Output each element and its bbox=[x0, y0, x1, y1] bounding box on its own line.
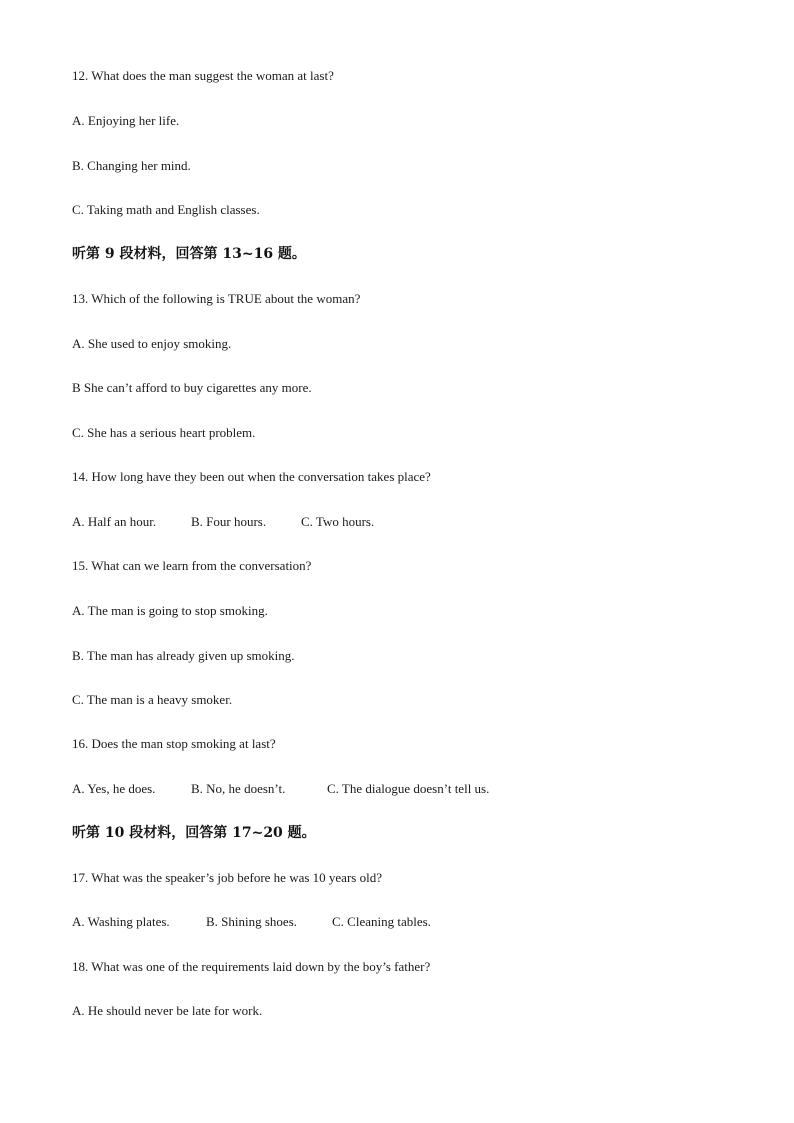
question-16: 16. Does the man stop smoking at last? bbox=[72, 736, 276, 751]
question-15-option-c: C. The man is a heavy smoker. bbox=[72, 692, 233, 707]
question-12-option-a: A. Enjoying her life. bbox=[72, 113, 180, 128]
question-12-option-c: C. Taking math and English classes. bbox=[72, 202, 260, 217]
question-14-options bbox=[72, 514, 374, 530]
question-13: 13. Which of the following is TRUE about the woman? bbox=[72, 291, 361, 306]
question-16-option-b: B. No, he doesn’t. bbox=[191, 781, 286, 796]
question-17-option-c: C. Cleaning tables. bbox=[332, 914, 431, 929]
question-13-option-a: A. She used to enjoy smoking. bbox=[72, 336, 232, 351]
question-17: 17. What was the speaker’s job before he was 10 years old? bbox=[72, 870, 382, 885]
section-9-heading: 听第 9 段材料，回答第 13~16 题。 bbox=[72, 246, 306, 262]
question-14-option-b: B. Four hours. bbox=[191, 514, 267, 529]
question-13-option-b: B She can’t afford to buy cigarettes any more. bbox=[72, 380, 312, 395]
question-18: 18. What was one of the requirements laid down by the boy’s father? bbox=[72, 959, 431, 974]
question-13-option-c: C. She has a serious heart problem. bbox=[72, 425, 256, 440]
question-15: 15. What can we learn from the conversation? bbox=[72, 558, 312, 573]
question-17-option-a: A. Washing plates. bbox=[72, 914, 170, 929]
question-14-option-c: C. Two hours. bbox=[301, 514, 375, 529]
question-16-option-c: C. The dialogue doesn’t tell us. bbox=[327, 781, 490, 796]
question-17-options bbox=[72, 914, 431, 930]
section-10-heading: 听第 10 段材料，回答第 17~20 题。 bbox=[72, 825, 316, 841]
question-16-options bbox=[72, 781, 489, 797]
question-14: 14. How long have they been out when the conversation takes place? bbox=[72, 469, 431, 484]
question-15-option-b: B. The man has already given up smoking. bbox=[72, 648, 295, 663]
question-16-option-a: A. Yes, he does. bbox=[72, 781, 156, 796]
question-17-option-b: B. Shining shoes. bbox=[206, 914, 298, 929]
question-15-option-a: A. The man is going to stop smoking. bbox=[72, 603, 268, 618]
question-12: 12. What does the man suggest the woman at last? bbox=[72, 68, 334, 83]
question-14-option-a: A. Half an hour. bbox=[72, 514, 157, 529]
question-12-option-b: B. Changing her mind. bbox=[72, 158, 191, 173]
question-18-option-a: A. He should never be late for work. bbox=[72, 1003, 263, 1018]
